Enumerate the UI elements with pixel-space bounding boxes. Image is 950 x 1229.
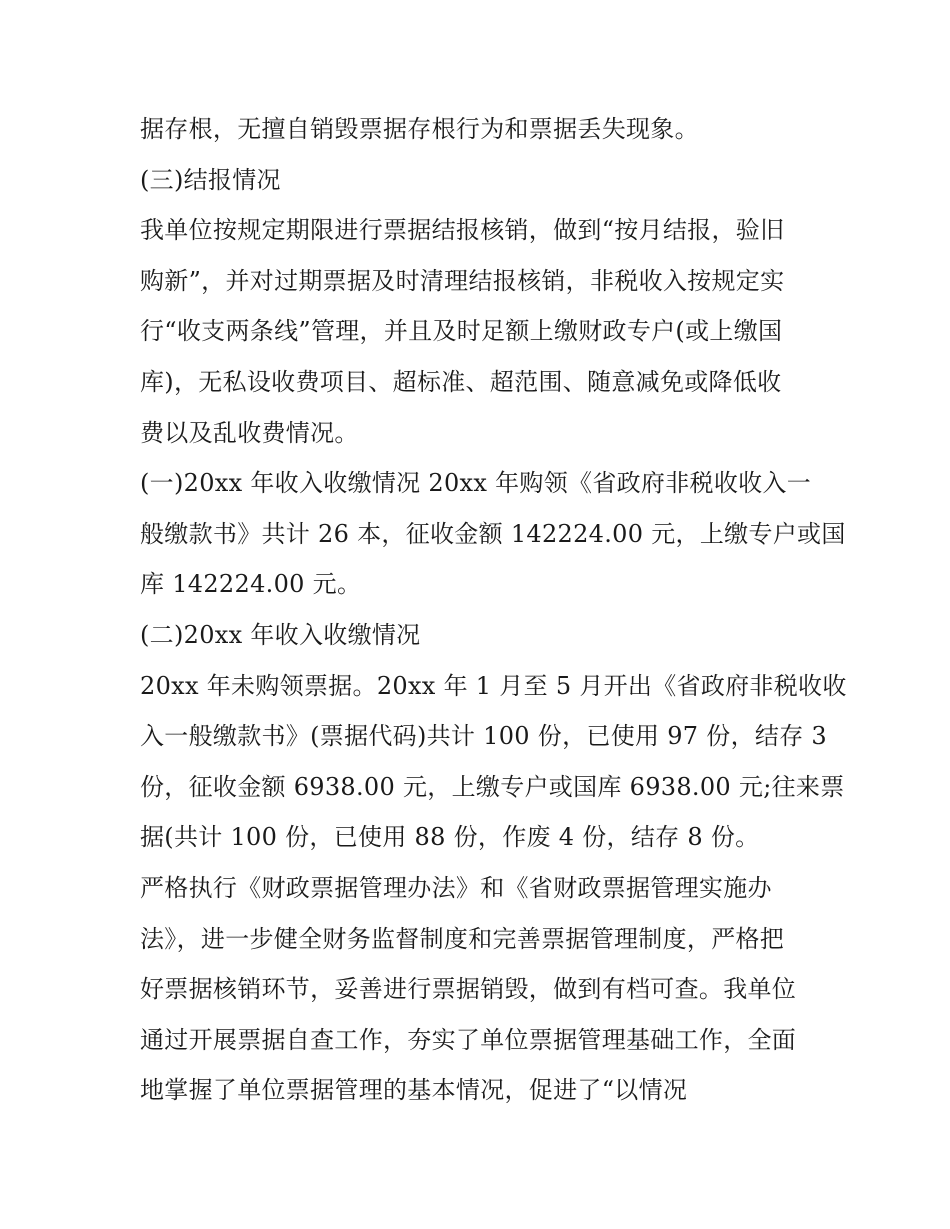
text-line: (一)20xx 年收入收缴情况 20xx 年购领《省政府非税收收入一 — [140, 469, 812, 498]
text-line: 法》，进一步健全财务监督制度和完善票据管理制度，严格把 — [140, 924, 785, 953]
section-heading: (三)结报情况 — [140, 165, 281, 194]
text-line: 份，征收金额 6938.00 元，上缴专户或国库 6938.00 元;往来票 — [140, 772, 845, 801]
text-line: 好票据核销环节，妥善进行票据销毁，做到有档可查。我单位 — [140, 975, 797, 1004]
section-heading: (二)20xx 年收入收缴情况 — [140, 620, 421, 649]
text-line: 库)，无私设收费项目、超标准、超范围、随意减免或降低收 — [140, 367, 782, 396]
text-line: 严格执行《财政票据管理办法》和《省财政票据管理实施办 — [140, 873, 772, 902]
text-line: 我单位按规定期限进行票据结报核销，做到“按月结报，验旧 — [140, 216, 785, 245]
text-line: 费以及乱收费情况。 — [140, 418, 359, 447]
text-line: 行“收支两条线”管理，并且及时足额上缴财政专户(或上缴国 — [140, 317, 783, 346]
text-line: 地掌握了单位票据管理的基本情况，促进了“以情况 — [140, 1076, 688, 1105]
text-line: 般缴款书》共计 26 本，征收金额 142224.00 元，上缴专户或国 — [140, 519, 846, 548]
text-line: 据(共计 100 份，已使用 88 份，作废 4 份，结存 8 份。 — [140, 823, 760, 852]
text-line: 库 142224.00 元。 — [140, 570, 362, 599]
text-line: 20xx 年未购领票据。20xx 年 1 月至 5 月开出《省政府非税收收 — [140, 671, 847, 700]
document-body — [140, 104, 847, 1116]
text-line: 通过开展票据自查工作，夯实了单位票据管理基础工作，全面 — [140, 1025, 797, 1054]
text-line: 入一般缴款书》(票据代码)共计 100 份，已使用 97 份，结存 3 — [140, 722, 827, 751]
text-line: 据存根，无擅自销毁票据存根行为和票据丢失现象。 — [140, 115, 699, 143]
text-line: 购新”，并对过期票据及时清理结报核销，非税收入按规定实 — [140, 266, 785, 295]
